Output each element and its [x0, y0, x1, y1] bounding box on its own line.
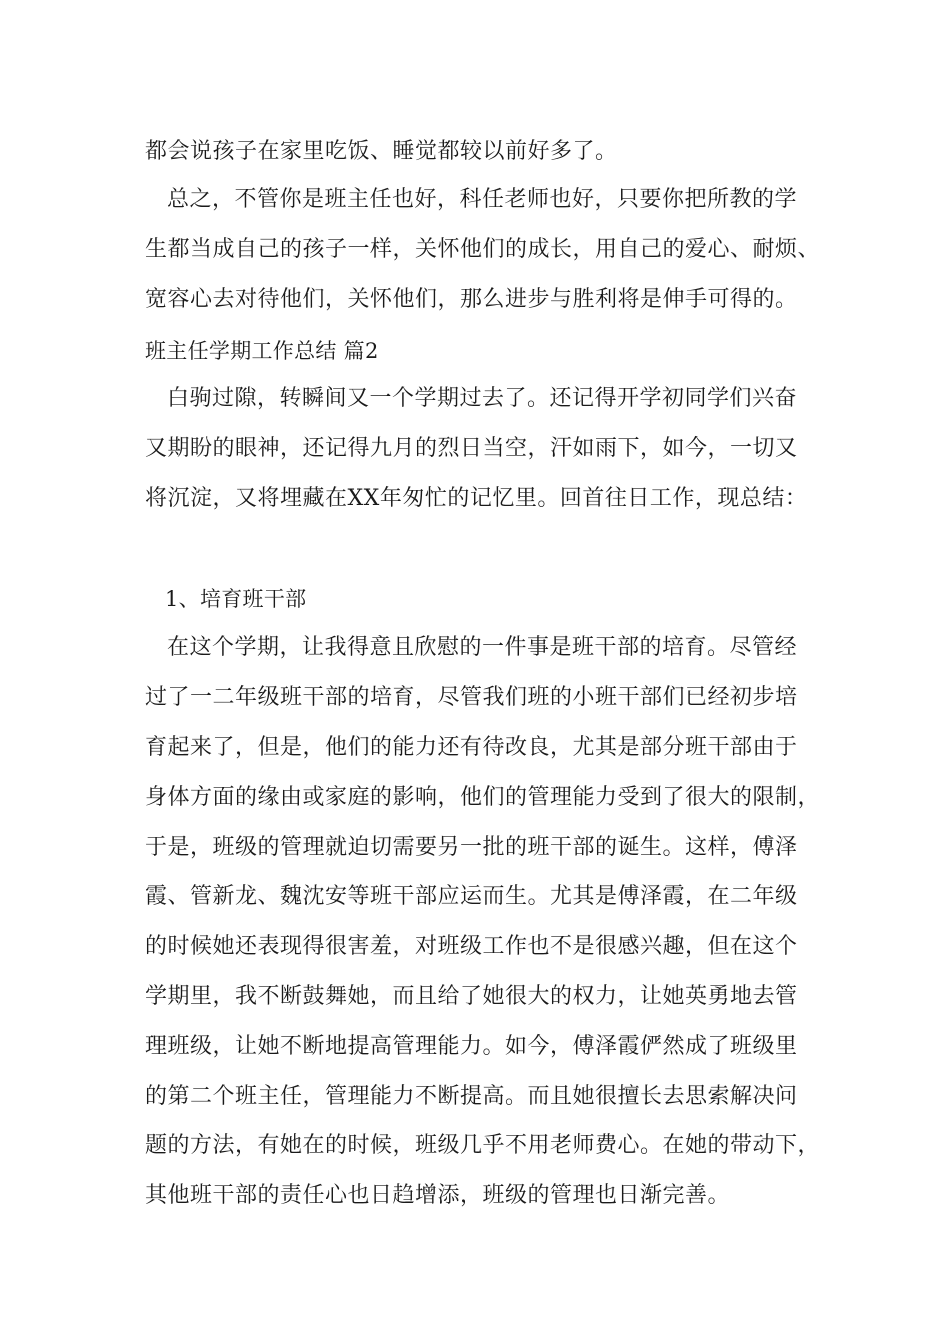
paragraph-line: 宽容心去对待他们，关怀他们，那么进步与胜利将是伸手可得的。: [145, 287, 798, 312]
paragraph-line: 的时候她还表现得很害羞，对班级工作也不是很感兴趣，但在这个: [145, 934, 798, 959]
paragraph-line: 霞、管新龙、魏沈安等班干部应运而生。尤其是傅泽霞，在二年级: [145, 884, 798, 909]
section-heading: 班主任学期工作总结 篇2: [145, 339, 379, 363]
paragraph-line: 于是，班级的管理就迫切需要另一批的班干部的诞生。这样，傅泽: [145, 835, 798, 860]
paragraph-line: 都会说孩子在家里吃饭、睡觉都较以前好多了。: [145, 139, 618, 164]
paragraph-line: 的第二个班主任，管理能力不断提高。而且她很擅长去思索解决问: [145, 1084, 798, 1109]
paragraph-line: 理班级，让她不断地提高管理能力。如今，傅泽霞俨然成了班级里: [145, 1034, 798, 1059]
paragraph-line: 总之，不管你是班主任也好，科任老师也好，只要你把所教的学: [167, 187, 798, 212]
paragraph-line: 又期盼的眼神，还记得九月的烈日当空，汗如雨下，如今，一切又: [145, 436, 798, 461]
paragraph-line: 生都当成自己的孩子一样，关怀他们的成长，用自己的爱心、耐烦、: [145, 237, 821, 262]
subsection-heading: 1、培育班干部: [165, 587, 307, 611]
paragraph-line: 过了一二年级班干部的培育，尽管我们班的小班干部们已经初步培: [145, 685, 798, 710]
paragraph-line: 在这个学期，让我得意且欣慰的一件事是班干部的培育。尽管经: [167, 635, 798, 660]
paragraph-line: 白驹过隙，转瞬间又一个学期过去了。还记得开学初同学们兴奋: [167, 386, 798, 411]
paragraph-line: 育起来了，但是，他们的能力还有待改良，尤其是部分班干部由于: [145, 735, 798, 760]
paragraph-line: 题的方法，有她在的时候，班级几乎不用老师费心。在她的带动下，: [145, 1133, 821, 1158]
paragraph-line: 其他班干部的责任心也日趋增添，班级的管理也日渐完善。: [145, 1183, 731, 1208]
paragraph-line: 将沉淀，又将埋藏在XX年匆忙的记忆里。回首往日工作，现总结：: [145, 486, 808, 511]
paragraph-line: 身体方面的缘由或家庭的影响，他们的管理能力受到了很大的限制，: [145, 785, 821, 810]
paragraph-line: 学期里，我不断鼓舞她，而且给了她很大的权力，让她英勇地去管: [145, 984, 798, 1009]
